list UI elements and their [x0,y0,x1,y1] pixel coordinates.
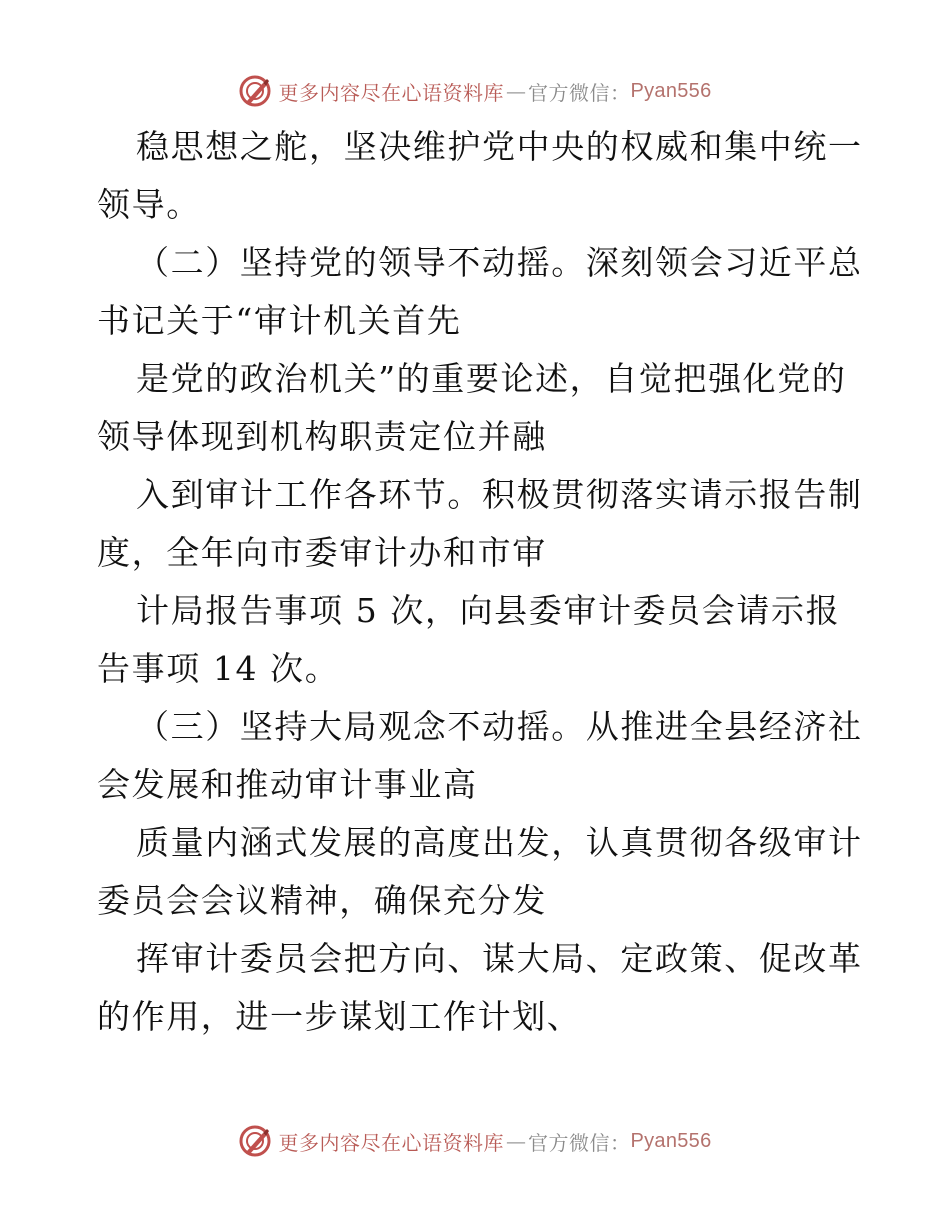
watermark-wechat-label: 官方微信： [527,80,631,105]
body-line: （二）坚持党的领导不动摇。深刻领会习近平总 [136,243,863,282]
body-line: 入到审计工作各环节。积极贯彻落实请示报告制 [136,475,863,514]
watermark-dash: — [505,1129,526,1153]
body-line: 是党的政治机关”的重要论述，自觉把强化党的 [136,359,847,398]
body-line: 书记关于“审计机关首先 [97,301,462,340]
watermark-main-text: 更多内容尽在心语资料库 [278,1130,504,1155]
footer-watermark [0,1121,950,1161]
body-line: 挥审计委员会把方向、谋大局、定政策、促改革 [136,939,863,978]
body-line: 的作用，进一步谋划工作计划、 [97,997,582,1036]
watermark-wechat-label: 官方微信： [527,1130,631,1155]
body-line: 领导体现到机构职责定位并融 [97,417,547,456]
body-line: 质量内涵式发展的高度出发，认真贯彻各级审计 [136,823,863,862]
body-line: 领导。 [97,185,201,224]
body-line: 会发展和推动审计事业高 [97,765,478,804]
body-line: 告事项 14 次。 [97,649,340,688]
watermark-main-text: 更多内容尽在心语资料库 [278,80,504,105]
body-line: 委员会会议精神，确保充分发 [97,881,547,920]
body-line: 计局报告事项 5 次，向县委审计委员会请示报 [136,591,841,630]
watermark-wechat-id: Pyan556 [630,79,712,102]
body-line: 度，全年向市委审计办和市审 [97,533,547,572]
body-line: 稳思想之舵，坚决维护党中央的权威和集中统一 [136,127,863,166]
pen-logo-icon [238,1124,272,1158]
watermark-dash: — [505,79,526,103]
watermark-wechat-id: Pyan556 [630,1129,712,1152]
body-line: （三）坚持大局观念不动摇。从推进全县经济社 [136,707,863,746]
